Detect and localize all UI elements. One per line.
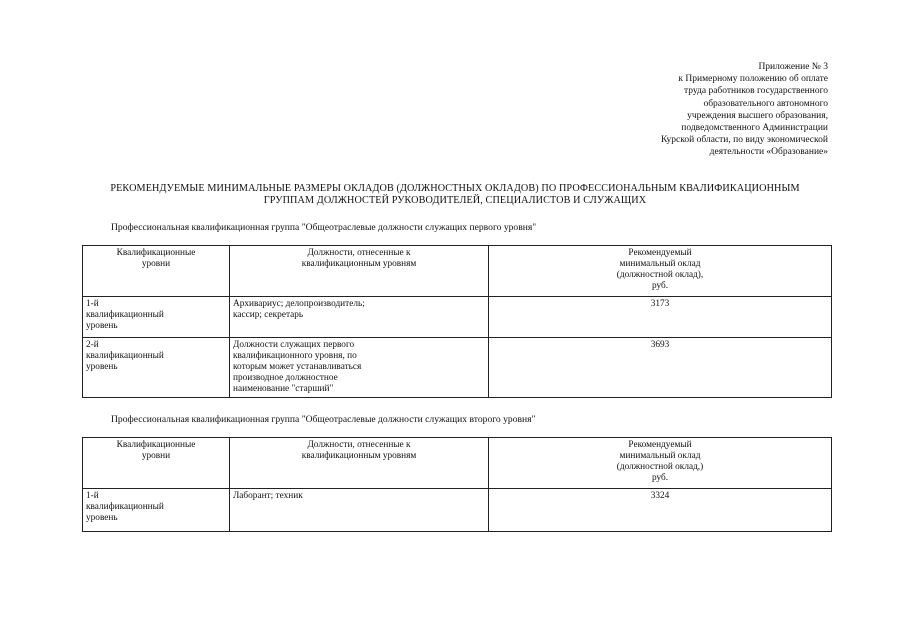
column-header-positions: Должности, отнесенные к квалификационным уровням (230, 246, 489, 297)
document-title-line: ГРУППАМ ДОЛЖНОСТЕЙ РУКОВОДИТЕЛЕЙ, СПЕЦИАЛИСТОВ И СЛУЖАЩИХ (263, 195, 647, 206)
group-title: Профессиональная квалификационная группа "Общеотраслевые должности служащих первого уровня" (111, 222, 537, 233)
appendix-line: Курской области, по виду экономической (660, 135, 828, 146)
appendix-line: учреждения высшего образования, (687, 110, 828, 121)
appendix-note (661, 61, 828, 159)
salary-table (82, 245, 832, 398)
level-cell: 1-й квалификационный уровень (83, 297, 230, 338)
column-header-levels: Квалификационные уровни (83, 246, 230, 297)
positions-cell: Архивариус; делопроизводитель; кассир; секретарь (230, 297, 489, 338)
column-header-levels: Квалификационные уровни (83, 438, 230, 489)
table-header-row (83, 438, 832, 489)
table-row (83, 297, 832, 338)
column-header-positions: Должности, отнесенные к квалификационным уровням (230, 438, 489, 489)
appendix-line: к Примерному положению об оплате (678, 74, 828, 85)
positions-cell: Лаборант; техник (230, 489, 489, 532)
appendix-line: деятельности «Образование» (709, 147, 828, 158)
appendix-line: подведомственного Администрации (681, 123, 828, 134)
document-title-line: РЕКОМЕНДУЕМЫЕ МИНИМАЛЬНЫЕ РАЗМЕРЫ ОКЛАДОВ (ДОЛЖНОСТНЫХ ОКЛАДОВ) ПО ПРОФЕССИОНАЛЬНЫМ КВАЛИФИКАЦИОННЫМ (110, 183, 800, 194)
appendix-line: труда работников государственного (684, 86, 828, 97)
column-header-salary: Рекомендуемый минимальный оклад (должностной оклад), руб. (489, 246, 832, 297)
document-title (60, 183, 850, 207)
column-header-salary: Рекомендуемый минимальный оклад (должностной оклад,) руб. (489, 438, 832, 489)
group-title: Профессиональная квалификационная группа "Общеотраслевые должности служащих второго уровня" (111, 414, 536, 425)
salary-cell: 3693 (489, 338, 832, 398)
appendix-line: Приложение № 3 (758, 62, 828, 72)
positions-cell: Должности служащих первого квалификационного уровня, по которым может устанавливаться производное должностное наименование "старший" (230, 338, 489, 398)
level-cell: 1-й квалификационный уровень (83, 489, 230, 532)
salary-table (82, 437, 832, 532)
table-row (83, 338, 832, 398)
salary-cell: 3173 (489, 297, 832, 338)
salary-cell: 3324 (489, 489, 832, 532)
table-row (83, 489, 832, 532)
table-header-row (83, 246, 832, 297)
level-cell: 2-й квалификационный уровень (83, 338, 230, 398)
appendix-line: образовательного автономного (703, 98, 828, 109)
